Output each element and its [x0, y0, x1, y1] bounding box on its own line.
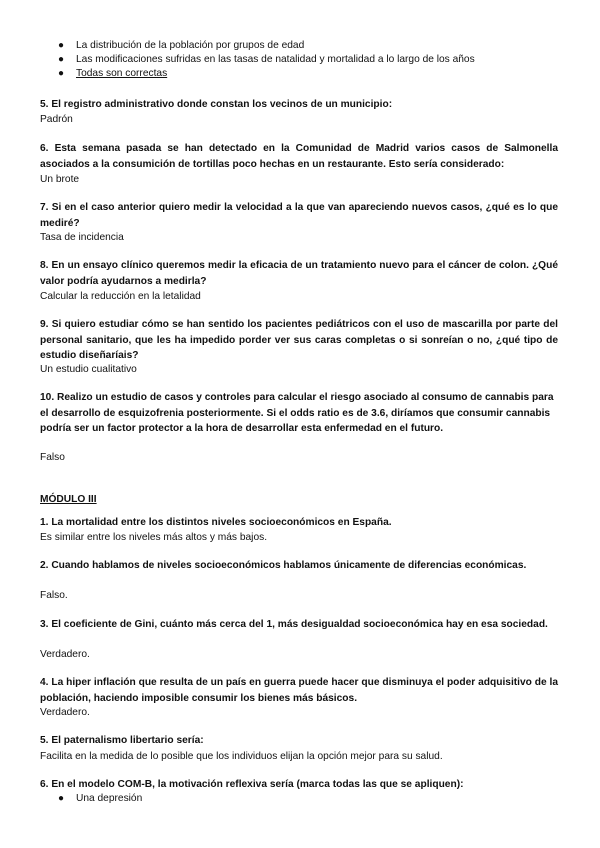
question-8: 8. En un ensayo clínico queremos medir la eficacia de un tratamiento nuevo para el cáncer de colon. ¿Qué valor podría ayudarnos a medirla? — [40, 260, 558, 287]
options-list — [58, 792, 558, 806]
answer-8: Calcular la reducción en la letalidad — [40, 291, 201, 302]
m3-answer-2: Falso. — [40, 590, 68, 601]
question-6: 6. Esta semana pasada se han detectado en la Comunidad de Madrid varios casos de Salmonella asociados a la consumición de tortillas poco hechas en un restaurante. Esto sería considerado: — [40, 143, 558, 170]
m3-answer-3: Verdadero. — [40, 649, 90, 660]
list-item: ● Las modificaciones sufridas en las tasas de natalidad y mortalidad a lo largo de los años — [58, 54, 475, 65]
answer-9: Un estudio cualitativo — [40, 364, 137, 375]
m3-answer-4: Verdadero. — [40, 707, 90, 718]
answer-10: Falso — [40, 452, 65, 463]
answer-7: Tasa de incidencia — [40, 232, 124, 243]
bullet-icon: ● — [58, 54, 65, 65]
m3-question-5: 5. El paternalismo libertario sería: — [40, 735, 204, 746]
question-9: 9. Si quiero estudiar cómo se han sentido los pacientes pediátricos con el uso de mascarilla por parte del personal sanitario, que les ha impedido porder ver sus caras completas o si sonreían o no, ¿qué tipo de estudio diseñaríais? — [40, 319, 558, 361]
bullet-icon: ● — [58, 793, 65, 804]
m3-question-4: 4. La hiper inflación que resulta de un país en guerra puede hacer que disminuya el poder adquisitivo de la población, haciendo imposible consumir los bienes más básicos. — [40, 677, 558, 704]
list-item: ● Una depresión — [58, 793, 143, 804]
m3-answer-5: Facilita en la medida de lo posible que los individuos elijan la opción mejor para su salud. — [40, 751, 443, 762]
list-item: ● La distribución de la población por grupos de edad — [58, 40, 305, 51]
answer-5: Padrón — [40, 114, 73, 125]
question-7: 7. Si en el caso anterior quiero medir la velocidad a la que van apareciendo nuevos casos, ¿qué es lo que mediré? — [40, 202, 558, 229]
m3-question-1: 1. La mortalidad entre los distintos niveles socioeconómicos en España. — [40, 517, 392, 528]
section-heading: MÓDULO III — [40, 494, 97, 505]
correct-option: Todas son correctas — [76, 68, 168, 79]
list-item — [58, 67, 558, 81]
question-5: 5. El registro administrativo donde constan los vecinos de un municipio: — [40, 99, 393, 110]
answer-6: Un brote — [40, 174, 80, 185]
m3-question-3: 3. El coeficiente de Gini, cuánto más cerca del 1, más desigualdad socioeconómica hay en esa sociedad. — [40, 619, 548, 630]
bullet-icon: ● — [58, 40, 65, 51]
options-list — [58, 39, 558, 81]
m3-answer-1: Es similar entre los niveles más altos y más bajos. — [40, 532, 268, 543]
m3-question-6: 6. En el modelo COM-B, la motivación reflexiva sería (marca todas las que se apliquen): — [40, 779, 464, 790]
bullet-icon: ● — [58, 68, 65, 79]
question-10: 10. Realizo un estudio de casos y controles para calcular el riesgo asociado al consumo de cannabis para el desarrollo de esquizofrenia posteriormente. Si el odds ratio es de 3.6, diríamos que consumir cannabis podría ser un factor protector a la hora de desarrollar esta enfermedad en el futuro. — [40, 392, 554, 434]
m3-question-2: 2. Cuando hablamos de niveles socioeconómicos hablamos únicamente de diferencias económicas. — [40, 560, 527, 571]
